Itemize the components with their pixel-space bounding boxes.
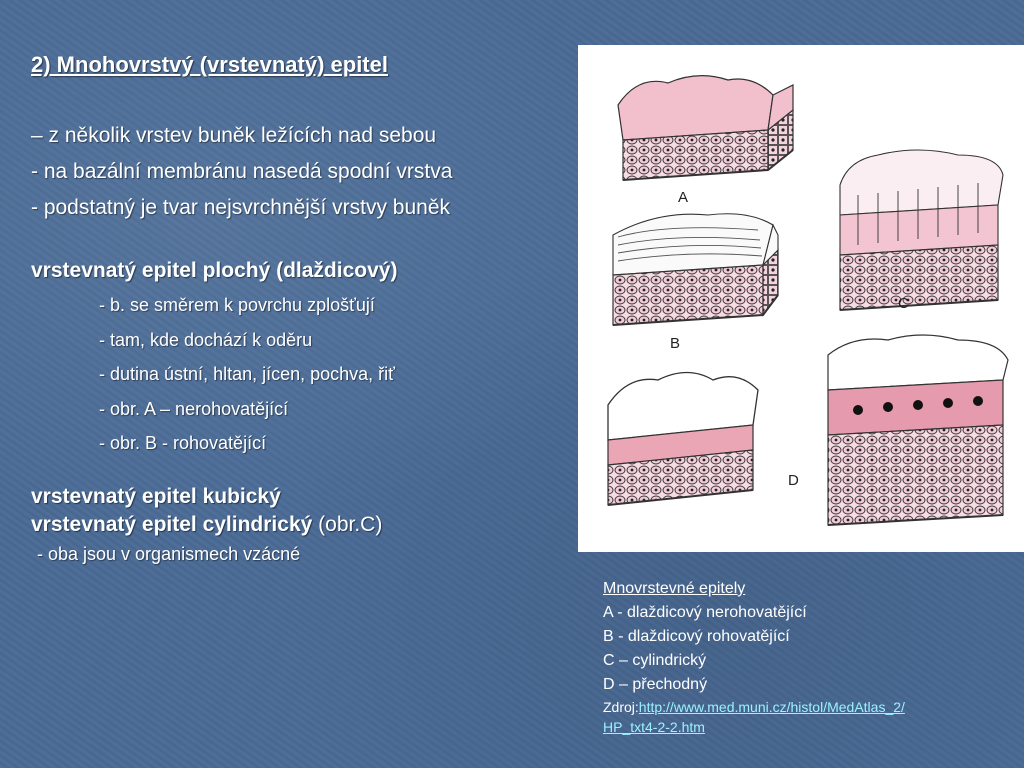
squamous-item: - obr. B - rohovatějící [99, 433, 267, 453]
columnar-heading-text: vrstevnatý epitel cylindrický [31, 512, 313, 536]
caption-title: Mnovrstevné epitely [603, 580, 746, 597]
cuboidal-heading: vrstevnatý epitel kubický [31, 484, 281, 508]
source-link-continuation[interactable]: HP_txt4-2-2.htm [603, 719, 705, 735]
source-label: Zdroj: [603, 699, 639, 715]
label-d: D [788, 472, 799, 489]
block-a [618, 76, 793, 206]
squamous-heading: vrstevnatý epitel plochý (dlaždicový) [31, 259, 398, 282]
caption-line: C – cylindrický [603, 652, 707, 669]
columnar-heading-ref: (obr.C) [312, 512, 383, 536]
block-d-left [608, 373, 758, 506]
block-b [613, 214, 778, 352]
intro-line: – z několik vrstev buněk ležících nad sebou [31, 124, 437, 147]
columnar-heading [31, 511, 571, 539]
squamous-item: - dutina ústní, hltan, jícen, pochva, řiť [99, 364, 395, 384]
intro-line: - na bazální membránu nasedá spodní vrstva [31, 160, 453, 183]
label-b: B [670, 335, 681, 352]
block-c [840, 150, 1003, 312]
caption-source [603, 697, 1013, 737]
caption-line: B - dlaždicový rohovatějící [603, 628, 790, 645]
slide-title: 2) Mnohovrstvý (vrstevnatý) epitel [31, 52, 388, 77]
squamous-item: - tam, kde dochází k oděru [99, 329, 313, 350]
figure-caption [603, 577, 1013, 737]
rarity-note: - oba jsou v organismech vzácné [37, 543, 301, 564]
squamous-item: - obr. A – nerohovatějící [99, 398, 289, 419]
squamous-item: - b. se směrem k povrchu zplošťují [99, 295, 375, 315]
slide-text [31, 52, 571, 569]
intro-line: - podstatný je tvar nejsvrchnější vrstvy buněk [31, 196, 451, 219]
label-c: C [898, 295, 909, 312]
label-a: A [678, 189, 689, 206]
epithelium-illustration [578, 45, 1024, 552]
block-d [788, 335, 1008, 525]
caption-line: D – přechodný [603, 676, 708, 693]
source-link[interactable]: http://www.med.muni.cz/histol/MedAtlas_2/ [638, 699, 905, 715]
epithelium-drawing [578, 45, 1024, 552]
caption-line: A - dlaždicový nerohovatějící [603, 604, 807, 621]
